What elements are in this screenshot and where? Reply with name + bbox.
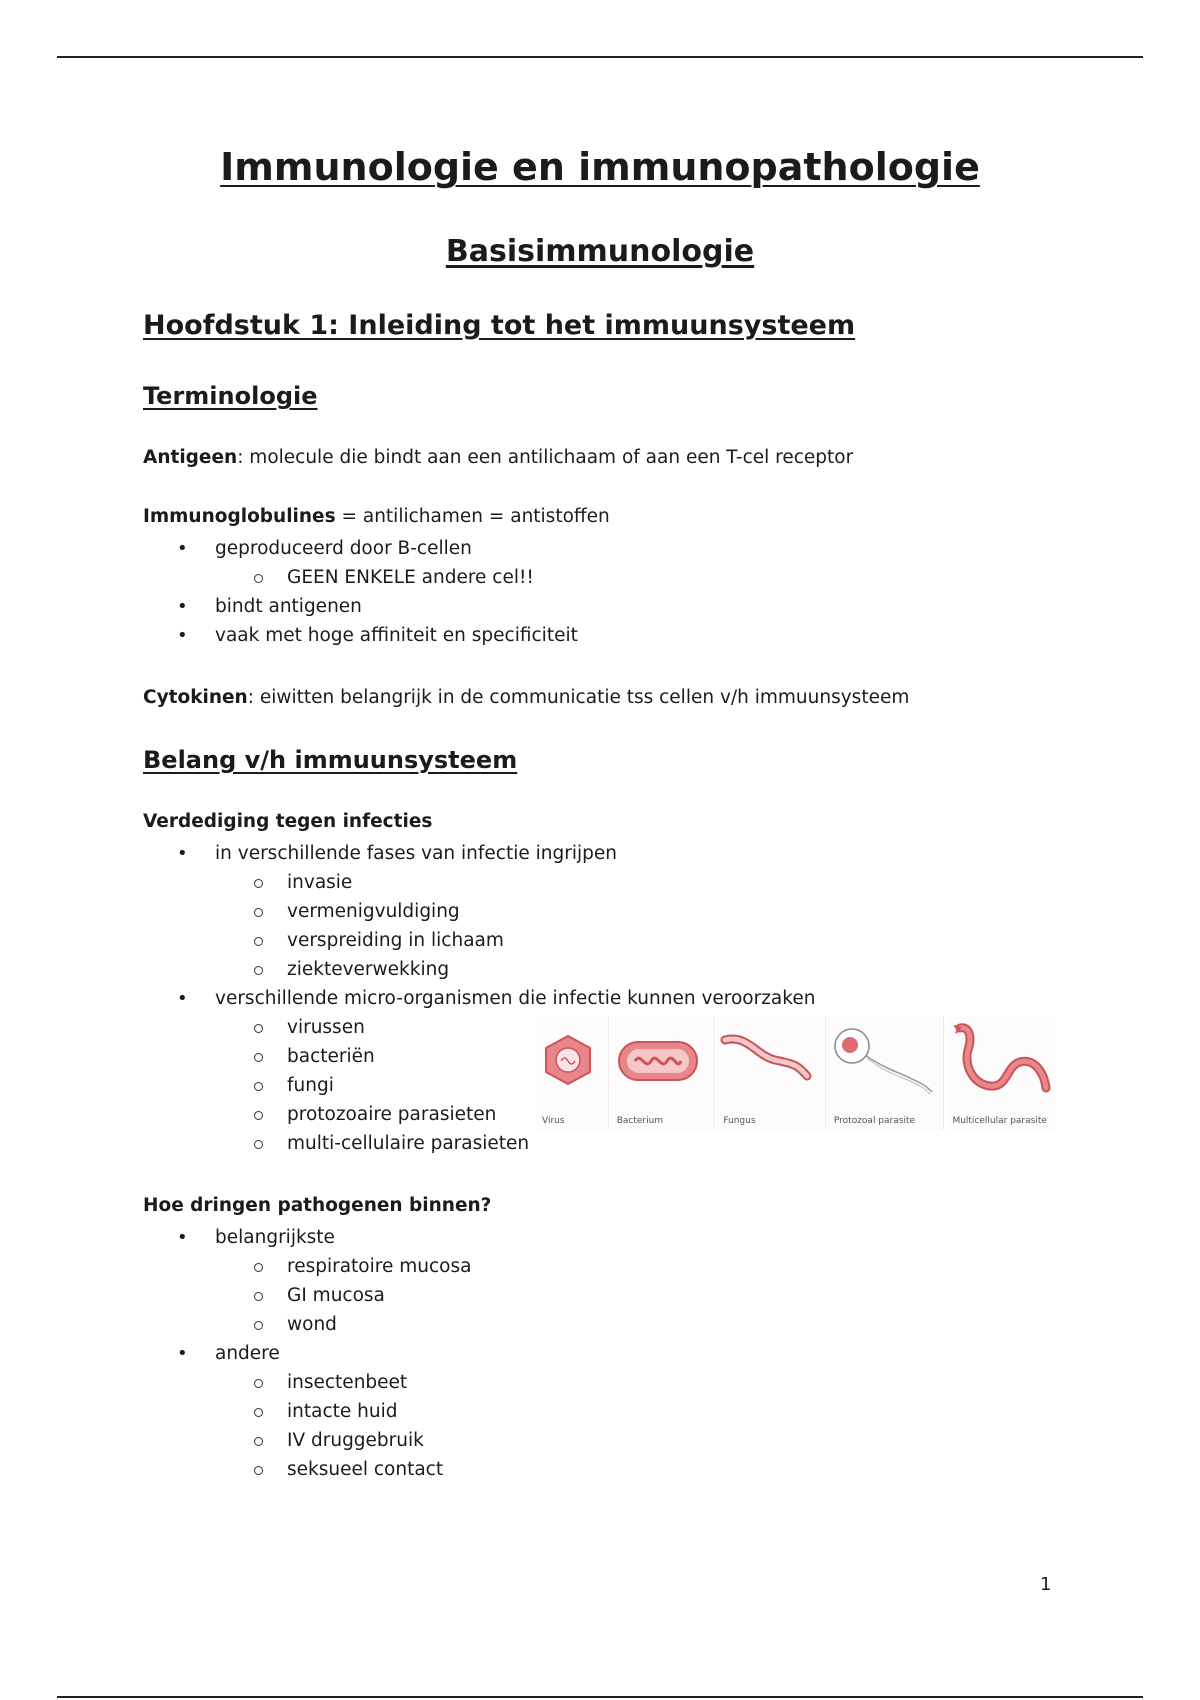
pathogen-label: Virus bbox=[542, 1116, 565, 1126]
document-subtitle: Basisimmunologie bbox=[445, 234, 755, 269]
pathogen-illustration bbox=[536, 1016, 1056, 1130]
bottom-rule bbox=[57, 1696, 1143, 1698]
list-subitem: protozoaire parasieten bbox=[143, 1100, 815, 1129]
virus-icon bbox=[536, 1016, 608, 1130]
list-item: • bindt antigenen bbox=[143, 592, 578, 621]
chapter-heading: Hoofdstuk 1: Inleiding tot het immuunsysteem bbox=[143, 310, 856, 341]
list-item: • in verschillende fases van infectie ingrijpen bbox=[143, 839, 815, 868]
list-subitem: multi-cellulaire parasieten bbox=[143, 1129, 815, 1158]
antigeen-definition bbox=[143, 444, 853, 472]
list-subitem: ziekteverwekking bbox=[143, 955, 815, 984]
list-subitem: virussen bbox=[143, 1013, 815, 1042]
list-subitem: wond bbox=[143, 1310, 471, 1339]
list-subitem: intacte huid bbox=[143, 1397, 471, 1426]
pathogen-label: Fungus bbox=[723, 1116, 756, 1126]
list-subitem: fungi bbox=[143, 1071, 815, 1100]
list-subitem: IV druggebruik bbox=[143, 1426, 471, 1455]
list-subitem: GEEN ENKELE andere cel!! bbox=[143, 563, 578, 592]
list-item: • geproduceerd door B-cellen bbox=[143, 534, 578, 563]
document-title: Immunologie en immunopathologie bbox=[220, 145, 980, 189]
immunoglobulines-definition bbox=[143, 503, 610, 531]
antigeen-term: Antigeen bbox=[143, 447, 238, 468]
list-subitem: respiratoire mucosa bbox=[143, 1252, 471, 1281]
pathogen-label: Protozoal parasite bbox=[833, 1116, 916, 1126]
list-subitem: vermenigvuldiging bbox=[143, 897, 815, 926]
protozoal-parasite-figure bbox=[828, 1016, 945, 1130]
list-item: • verschillende micro-organismen die infectie kunnen veroorzaken bbox=[143, 984, 815, 1013]
virus-figure bbox=[536, 1016, 609, 1130]
list-subitem: GI mucosa bbox=[143, 1281, 471, 1310]
list-item: • belangrijkste bbox=[143, 1223, 471, 1252]
immunoglobulines-text: = antilichamen = antistoffen bbox=[335, 506, 610, 527]
fungus-figure bbox=[717, 1016, 826, 1130]
list-subitem: seksueel contact bbox=[143, 1455, 471, 1484]
fungus-icon bbox=[717, 1016, 825, 1130]
binnendringen-list bbox=[143, 1223, 471, 1484]
list-subitem: verspreiding in lichaam bbox=[143, 926, 815, 955]
protozoa-icon bbox=[828, 1016, 944, 1130]
section-heading-belang: Belang v/h immuunsysteem bbox=[143, 746, 518, 774]
binnendringen-label: Hoe dringen pathogenen binnen? bbox=[143, 1195, 492, 1216]
multicellular-parasite-figure bbox=[946, 1016, 1056, 1130]
list-item: • vaak met hoge affiniteit en specificiteit bbox=[143, 621, 578, 650]
list-item: • andere bbox=[143, 1339, 471, 1368]
bacterium-icon bbox=[611, 1016, 715, 1130]
list-subitem: bacteriën bbox=[143, 1042, 815, 1071]
page-number: 1 bbox=[1040, 1574, 1052, 1595]
cytokinen-definition bbox=[143, 684, 909, 712]
pathogen-label: Multicellular parasite bbox=[952, 1116, 1047, 1126]
pathogen-label: Bacterium bbox=[616, 1116, 664, 1126]
list-subitem: invasie bbox=[143, 868, 815, 897]
top-rule bbox=[57, 56, 1143, 58]
worm-icon bbox=[946, 1016, 1056, 1130]
list-subitem: insectenbeet bbox=[143, 1368, 471, 1397]
immunoglobulines-term: Immunoglobulines bbox=[143, 506, 336, 527]
section-heading-terminologie: Terminologie bbox=[143, 382, 318, 410]
bacterium-figure bbox=[611, 1016, 716, 1130]
cytokinen-text: : eiwitten belangrijk in de communicatie tss cellen v/h immuunsysteem bbox=[247, 687, 910, 708]
cytokinen-term: Cytokinen bbox=[143, 687, 248, 708]
immunoglobulines-list bbox=[143, 534, 578, 650]
antigeen-text: : molecule die bindt aan een antilichaam of aan een T-cel receptor bbox=[237, 447, 854, 468]
verdediging-label: Verdediging tegen infecties bbox=[143, 811, 433, 832]
